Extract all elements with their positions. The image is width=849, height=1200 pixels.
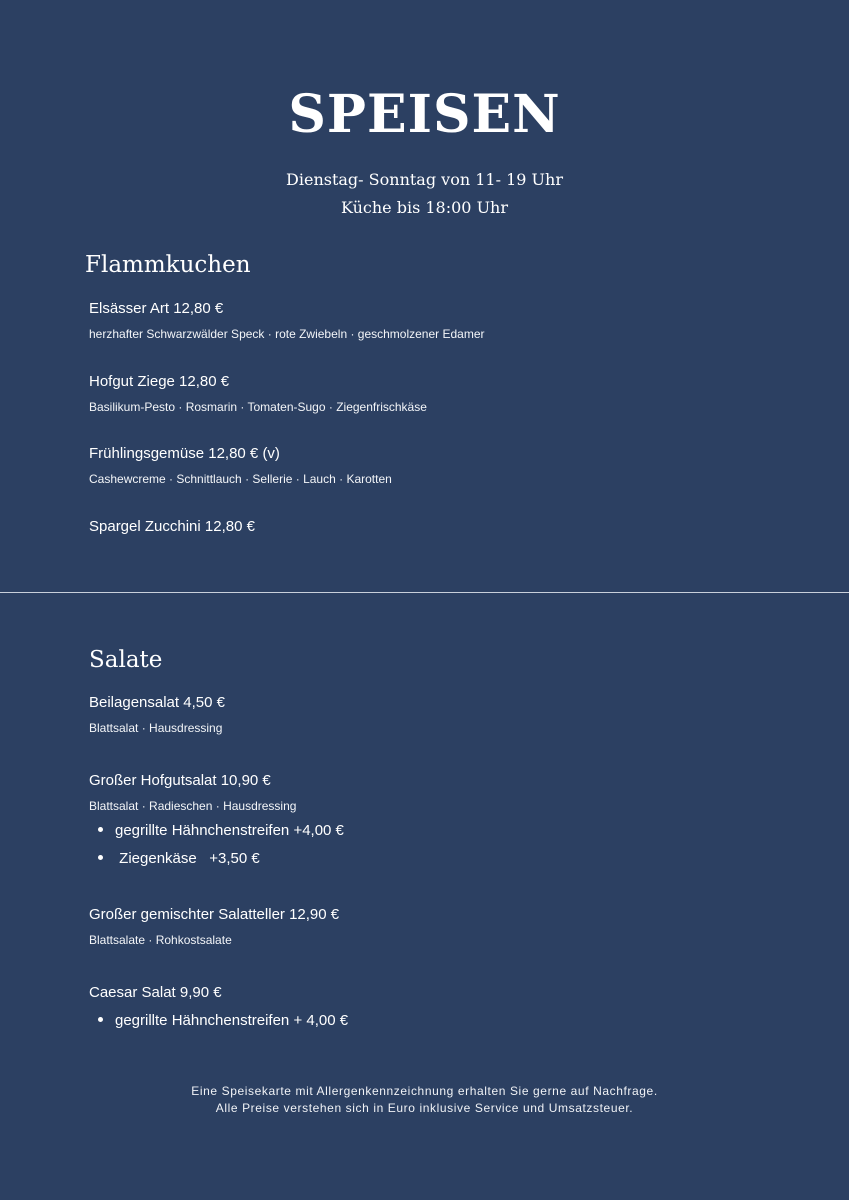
opening-hours — [0, 166, 849, 222]
menu-item-name: Großer Hofgutsalat 10,90 € — [89, 772, 271, 789]
menu-item-description: Blattsalat · Radieschen · Hausdressing — [89, 799, 297, 813]
bullet-icon — [98, 827, 103, 832]
section-title-salate: Salate — [89, 647, 163, 673]
section-title-flammkuchen: Flammkuchen — [85, 252, 251, 278]
bullet-icon — [98, 855, 103, 860]
menu-item-name: Elsässer Art 12,80 € — [89, 300, 224, 317]
footer-note — [0, 1083, 849, 1117]
menu-item-description: herzhafter Schwarzwälder Speck · rote Zwiebeln · geschmolzener Edamer — [89, 327, 485, 341]
bullet-icon — [98, 1017, 103, 1022]
menu-item-description: Blattsalate · Rohkostsalate — [89, 933, 232, 947]
menu-item-name: Hofgut Ziege 12,80 € — [89, 373, 230, 390]
menu-item-extra-label: Ziegenkäse +3,50 € — [115, 850, 260, 867]
menu-item-name: Frühlingsgemüse 12,80 € (v) — [89, 445, 280, 462]
menu-item-description: Cashewcreme · Schnittlauch · Sellerie · Lauch · Karotten — [89, 472, 392, 486]
menu-item-name: Beilagensalat 4,50 € — [89, 694, 225, 711]
menu-item-name: Spargel Zucchini 12,80 € — [89, 518, 255, 535]
kitchen-hours: Küche bis 18:00 Uhr — [340, 198, 508, 217]
section-divider — [0, 592, 849, 593]
menu-item-extra-label: gegrillte Hähnchenstreifen +4,00 € — [115, 822, 344, 839]
menu-item-extra — [98, 822, 344, 839]
opening-hours-days: Dienstag- Sonntag von 11- 19 Uhr — [286, 170, 563, 189]
menu-item-description: Blattsalat · Hausdressing — [89, 721, 223, 735]
menu-item-extra-label: gegrillte Hähnchenstreifen + 4,00 € — [115, 1012, 349, 1029]
menu-item-name: Caesar Salat 9,90 € — [89, 984, 222, 1001]
page-title: SPEISEN — [288, 84, 561, 145]
footer-price-note: Alle Preise verstehen sich in Euro inklusive Service und Umsatzsteuer. — [215, 1101, 634, 1115]
menu-item-description: Basilikum-Pesto · Rosmarin · Tomaten-Sugo · Ziegenfrischkäse — [89, 400, 427, 414]
menu-item-name: Großer gemischter Salatteller 12,90 € — [89, 906, 340, 923]
menu-item-extra — [98, 1012, 348, 1029]
menu-item-extra — [98, 850, 260, 867]
footer-allergen-note: Eine Speisekarte mit Allergenkennzeichnung erhalten Sie gerne auf Nachfrage. — [191, 1084, 658, 1098]
